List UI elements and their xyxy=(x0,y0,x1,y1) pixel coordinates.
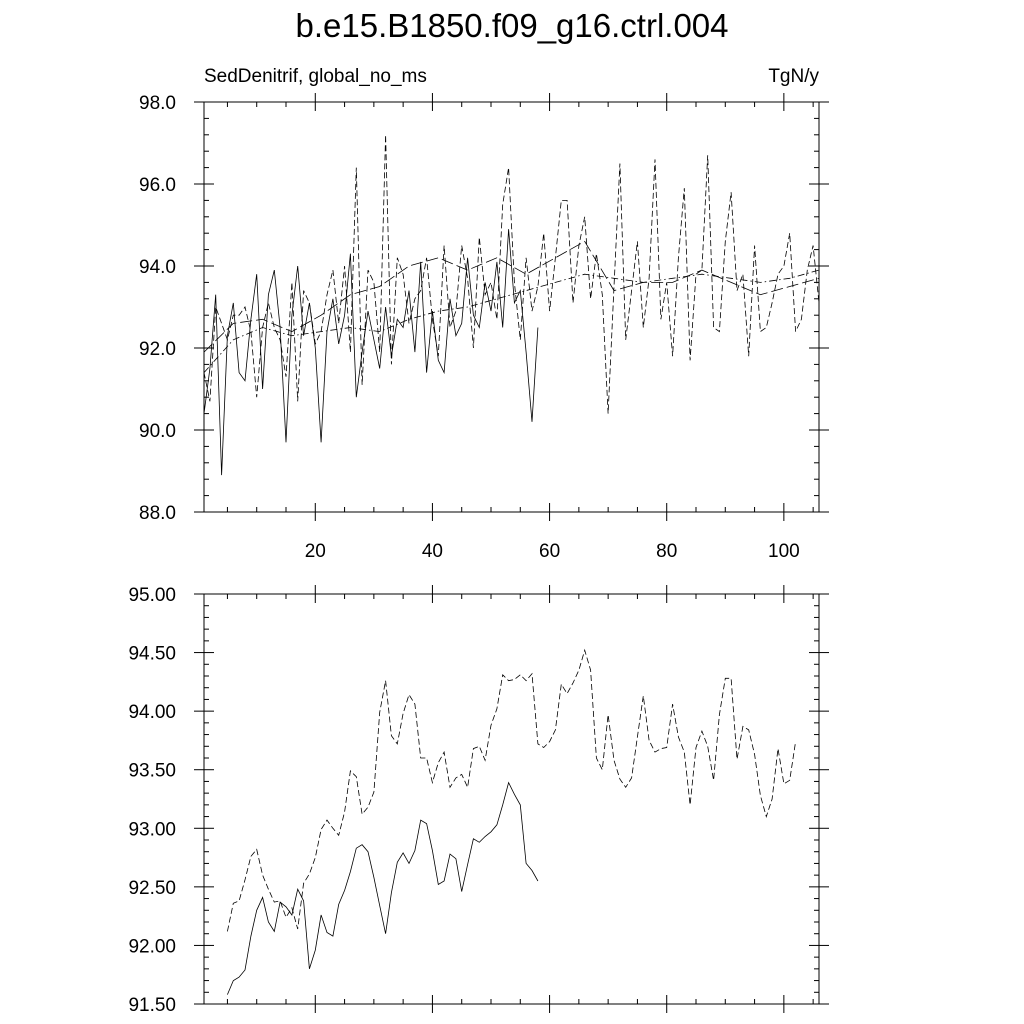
y-tick-label: 96.0 xyxy=(139,175,176,196)
series-line-long-dash xyxy=(204,241,819,352)
y-tick-label: 94.00 xyxy=(128,702,176,724)
bottom-panel xyxy=(128,585,829,1016)
y-tick-label: 92.0 xyxy=(139,339,176,360)
top-left-label: SedDenitrif, global_no_ms xyxy=(204,66,427,87)
series-line-dashed xyxy=(227,650,795,931)
bottom-ticks xyxy=(194,585,829,1013)
top-right-label: TgN/y xyxy=(768,66,819,87)
x-tick-label: 100 xyxy=(768,541,800,562)
top-ticks xyxy=(194,93,829,521)
y-tick-label: 92.50 xyxy=(128,877,176,899)
series-line-solid xyxy=(204,229,538,475)
y-tick-label: 90.0 xyxy=(139,421,176,442)
bottom-plot-frame xyxy=(204,594,819,1004)
chart-title: b.e15.B1850.f09_g16.ctrl.004 xyxy=(295,7,729,44)
series-line-dash-dot xyxy=(204,270,819,373)
bottom-tick-labels xyxy=(128,585,176,1016)
x-tick-label: 40 xyxy=(421,541,443,562)
x-tick-label: 60 xyxy=(539,541,561,562)
y-tick-label: 93.00 xyxy=(128,819,176,841)
y-tick-label: 92.00 xyxy=(128,936,176,958)
top-plot-frame xyxy=(204,102,819,512)
y-tick-label: 88.0 xyxy=(139,503,176,524)
x-tick-label: 20 xyxy=(304,541,326,562)
top-series xyxy=(204,135,819,475)
y-tick-label: 93.50 xyxy=(128,760,176,782)
y-tick-label: 98.0 xyxy=(139,93,176,114)
series-line-dashed xyxy=(204,135,819,414)
top-tick-labels xyxy=(139,93,800,562)
y-tick-label: 94.50 xyxy=(128,643,176,665)
x-tick-label: 80 xyxy=(656,541,678,562)
y-tick-label: 94.0 xyxy=(139,257,176,278)
y-tick-label: 95.00 xyxy=(128,585,176,606)
bottom-series xyxy=(227,650,795,994)
y-tick-label: 91.50 xyxy=(128,995,176,1016)
top-panel xyxy=(139,66,829,562)
series-line-solid xyxy=(227,783,538,995)
